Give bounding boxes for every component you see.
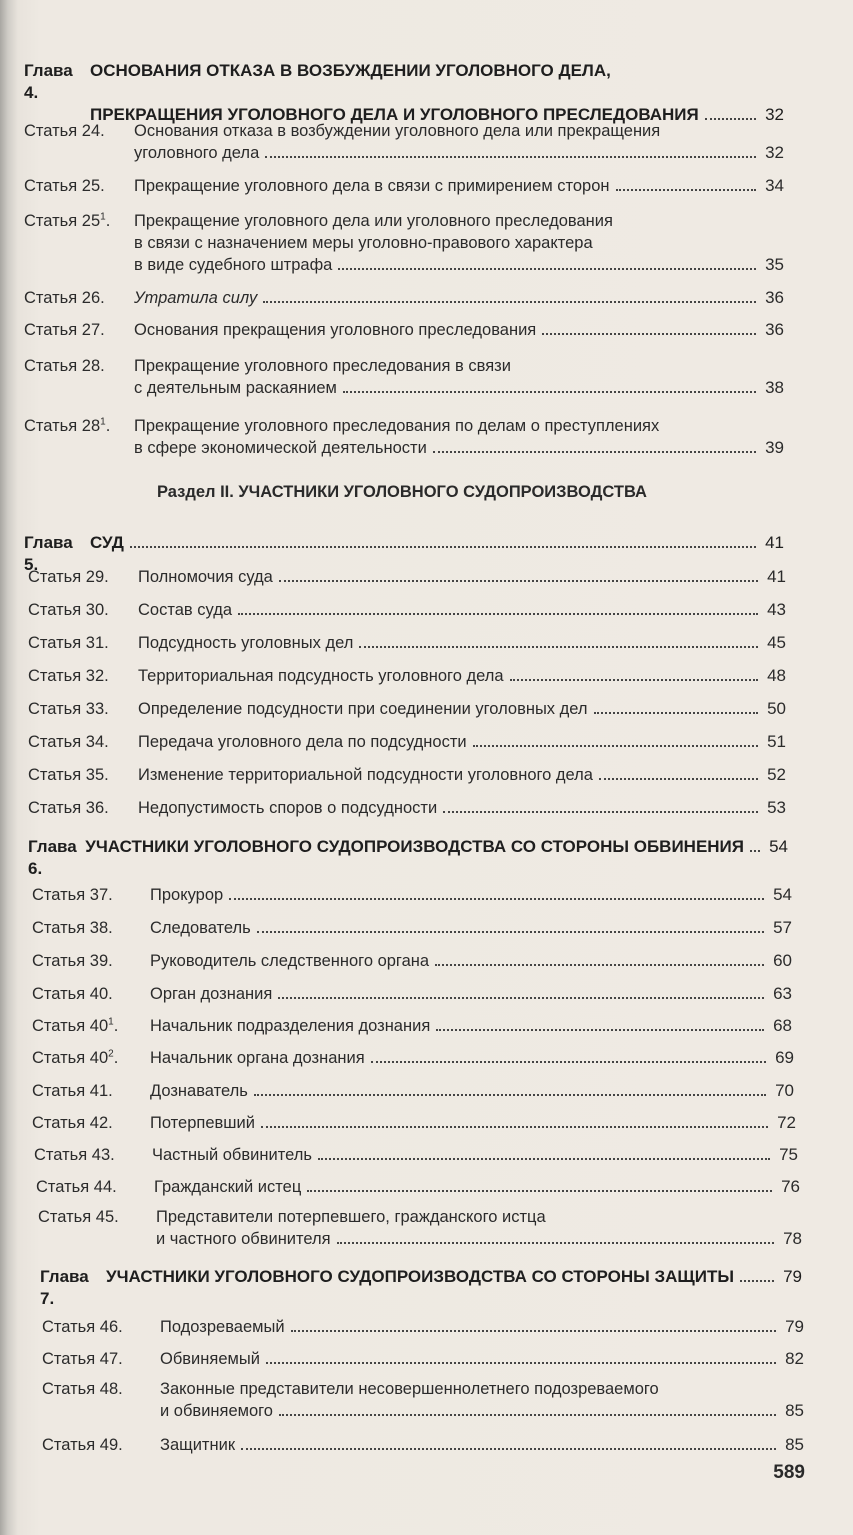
page-ref: 41 [765, 533, 784, 552]
article-number: Статья 47. [42, 1350, 123, 1368]
leader-dots [229, 898, 764, 900]
article-title: Подозреваемый [160, 1318, 285, 1336]
article-title: Полномочия суда [138, 568, 273, 586]
article-title: Территориальная подсудность уголовного дела [138, 667, 504, 685]
leader-dots [338, 268, 756, 270]
article-number: Статья 38. [32, 919, 113, 937]
article-title: Законные представители несовершеннолетнего подозреваемого [160, 1380, 659, 1398]
page-ref: 52 [767, 765, 786, 784]
chapter-title: СУД [90, 533, 124, 552]
leader-dots [371, 1061, 766, 1063]
section-heading: Раздел II. УЧАСТНИКИ УГОЛОВНОГО СУДОПРОИЗВОДСТВА [157, 483, 647, 501]
chapter-title: УЧАСТНИКИ УГОЛОВНОГО СУДОПРОИЗВОДСТВА СО СТОРОНЫ ЗАЩИТЫ [106, 1267, 734, 1286]
article-number: Статья 25. [24, 177, 105, 195]
article-number: Статья 43. [34, 1146, 115, 1164]
leader-dots [265, 156, 756, 158]
article-title-cont: в связи с назначением меры уголовно-правового характера [134, 234, 593, 252]
article-number: Статья 31. [28, 634, 109, 652]
toc-entry-48 [42, 1378, 804, 1422]
leader-dots [443, 811, 758, 813]
page-ref: 57 [773, 918, 792, 937]
chapter-title-cont: ПРЕКРАЩЕНИЯ УГОЛОВНОГО ДЕЛА И УГОЛОВНОГО ПРЕСЛЕДОВАНИЯ [90, 105, 699, 124]
page-ref: 70 [775, 1081, 794, 1100]
article-title: Определение подсудности при соединении уголовных дел [138, 700, 588, 718]
article-number: Статья 28. [24, 357, 105, 375]
article-title: Начальник органа дознания [150, 1049, 365, 1067]
article-title: Обвиняемый [160, 1350, 260, 1368]
toc-entry-38 [32, 917, 792, 939]
page-ref: 72 [777, 1113, 796, 1132]
chapter-label: Глава 5. [24, 533, 73, 574]
article-number: Статья $25^1$. [24, 211, 111, 230]
chapter-title: УЧАСТНИКИ УГОЛОВНОГО СУДОПРОИЗВОДСТВА СО СТОРОНЫ ОБВИНЕНИЯ [85, 837, 744, 856]
chapter-4-heading [24, 60, 784, 126]
article-number: Статья 37. [32, 886, 113, 904]
article-number-text: Статья 28 [24, 417, 101, 435]
leader-dots [263, 301, 756, 303]
leader-dots [337, 1242, 774, 1244]
article-title: Состав суда [138, 601, 232, 619]
article-number: Статья 39. [32, 952, 113, 970]
article-title: Прокурор [150, 886, 224, 904]
toc-entry-44 [36, 1176, 800, 1198]
page-ref: 45 [767, 633, 786, 652]
article-title: Представители потерпевшего, гражданского истца [156, 1208, 546, 1226]
toc-entry-37 [32, 884, 792, 906]
page-ref: 75 [779, 1145, 798, 1164]
article-title: Прекращение уголовного преследования в связи [134, 357, 511, 375]
page-ref: 54 [769, 837, 788, 856]
article-number: Статья 33. [28, 700, 109, 718]
page-ref: 43 [767, 600, 786, 619]
article-title: Прекращение уголовного дела в связи с примирением сторон [134, 177, 610, 195]
article-title: Потерпевший [150, 1114, 255, 1132]
leader-dots [130, 546, 756, 548]
toc-entry-40-2 [32, 1047, 794, 1069]
toc-entry-45 [38, 1206, 802, 1250]
article-number: Статья 45. [38, 1208, 119, 1226]
article-number: Статья 26. [24, 289, 105, 307]
toc-entry-28-1 [24, 415, 784, 459]
page-ref: 38 [765, 378, 784, 397]
page-ref: 76 [781, 1177, 800, 1196]
article-title-cont: в виде судебного штрафа [134, 256, 333, 274]
leader-dots [343, 391, 756, 393]
article-superscript: 2 [108, 1048, 114, 1060]
leader-dots [510, 679, 758, 681]
article-number: Статья $40^1$. [32, 1016, 119, 1035]
page-ref: 78 [783, 1229, 802, 1248]
toc-entry-47 [42, 1348, 804, 1370]
toc-entry-49 [42, 1434, 804, 1456]
leader-dots [266, 1362, 776, 1364]
article-title: Дознаватель [150, 1082, 248, 1100]
toc-entry-31 [28, 632, 786, 654]
article-title: Основания прекращения уголовного преследования [134, 321, 537, 339]
page-ref: 39 [765, 438, 784, 457]
page-ref: 53 [767, 798, 786, 817]
leader-dots [359, 646, 758, 648]
leader-dots [238, 613, 758, 615]
article-title: Основания отказа в возбуждении уголовного дела или прекращения [134, 122, 661, 140]
article-title: Недопустимость споров о подсудности [138, 799, 438, 817]
article-superscript: 1 [100, 211, 106, 223]
leader-dots [261, 1126, 768, 1128]
article-number: Статья 36. [28, 799, 109, 817]
article-number-text: Статья 25 [24, 212, 101, 230]
article-number: Статья 44. [36, 1178, 117, 1196]
leader-dots [279, 1414, 776, 1416]
article-title: Изменение территориальной подсудности уголовного дела [138, 766, 593, 784]
leader-dots [435, 964, 764, 966]
article-number: Статья 35. [28, 766, 109, 784]
page-ref: 36 [765, 288, 784, 307]
page-ref: 69 [775, 1048, 794, 1067]
chapter-7-heading [40, 1266, 802, 1310]
toc-entry-32 [28, 665, 786, 687]
toc-entry-30 [28, 599, 786, 621]
page-ref: 54 [773, 885, 792, 904]
leader-dots [473, 745, 758, 747]
page-ref: 85 [785, 1435, 804, 1454]
article-number: Статья 40. [32, 985, 113, 1003]
article-title: Руководитель следственного органа [150, 952, 430, 970]
leader-dots [254, 1094, 766, 1096]
page-ref: 60 [773, 951, 792, 970]
article-title: Подсудность уголовных дел [138, 634, 354, 652]
leader-dots [750, 850, 760, 852]
article-number: Статья 48. [42, 1380, 123, 1398]
toc-entry-34 [28, 731, 786, 753]
article-number: Статья 24. [24, 122, 105, 140]
article-title: Частный обвинитель [152, 1146, 312, 1164]
toc-entry-27 [24, 319, 784, 341]
page-ref: 51 [767, 732, 786, 751]
article-title: Передача уголовного дела по подсудности [138, 733, 467, 751]
article-title-cont: уголовного дела [134, 144, 260, 162]
toc-entry-25-1 [24, 210, 784, 276]
article-number: Статья $28^1$. [24, 416, 111, 435]
chapter-title: ОСНОВАНИЯ ОТКАЗА В ВОЗБУЖДЕНИИ УГОЛОВНОГО ДЕЛА, [90, 61, 611, 80]
leader-dots [594, 712, 758, 714]
article-title: Прекращение уголовного дела или уголовного преследования [134, 212, 613, 230]
page-ref: 35 [765, 255, 784, 274]
article-title: Гражданский истец [154, 1178, 302, 1196]
page-ref: 50 [767, 699, 786, 718]
toc-entry-40 [32, 983, 792, 1005]
article-title-cont: с деятельным раскаянием [134, 379, 337, 397]
toc-entry-29 [28, 566, 786, 588]
toc-entry-42 [32, 1112, 796, 1134]
page-ref: 68 [773, 1016, 792, 1035]
leader-dots [740, 1280, 774, 1282]
leader-dots [436, 1029, 764, 1031]
article-superscript: 1 [108, 1016, 114, 1028]
page-ref: 85 [785, 1401, 804, 1420]
page-ref: 41 [767, 567, 786, 586]
article-title: Защитник [160, 1436, 236, 1454]
article-title: Следователь [150, 919, 251, 937]
article-number: Статья 34. [28, 733, 109, 751]
page-ref: 82 [785, 1349, 804, 1368]
article-title: Начальник подразделения дознания [150, 1017, 431, 1035]
article-title: Орган дознания [150, 985, 273, 1003]
page-ref: 48 [767, 666, 786, 685]
article-title-cont: в сфере экономической деятельности [134, 439, 427, 457]
leader-dots [433, 451, 756, 453]
chapter-6-heading [28, 836, 788, 880]
leader-dots [257, 931, 764, 933]
toc-entry-28 [24, 355, 784, 399]
article-title: Утратила силу [134, 289, 258, 307]
page-ref: 34 [765, 176, 784, 195]
toc-entry-46 [42, 1316, 804, 1338]
page-ref: 79 [785, 1317, 804, 1336]
article-number: Статья 42. [32, 1114, 113, 1132]
toc-entry-24 [24, 120, 784, 164]
chapter-label: Глава 6. [28, 837, 77, 878]
page-ref: 32 [765, 105, 784, 124]
toc-entry-35 [28, 764, 786, 786]
article-number: Статья 27. [24, 321, 105, 339]
toc-entry-25 [24, 175, 784, 197]
article-number: Статья 46. [42, 1318, 123, 1336]
chapter-label: Глава 7. [40, 1267, 89, 1308]
page-ref: 32 [765, 143, 784, 162]
page-ref: 63 [773, 984, 792, 1003]
leader-dots [307, 1190, 772, 1192]
toc-entry-40-1 [32, 1015, 792, 1037]
article-title: Прекращение уголовного преследования по делам о преступлениях [134, 417, 660, 435]
article-number: Статья 41. [32, 1082, 113, 1100]
toc-entry-43 [34, 1144, 798, 1166]
chapter-label: Глава 4. [24, 61, 73, 102]
toc-entry-26 [24, 287, 784, 309]
leader-dots [279, 580, 758, 582]
article-number-text: Статья 40 [32, 1049, 109, 1067]
article-superscript: 1 [100, 416, 106, 428]
toc-entry-33 [28, 698, 786, 720]
leader-dots [278, 997, 764, 999]
toc-entry-39 [32, 950, 792, 972]
article-title-cont: и обвиняемого [160, 1402, 273, 1420]
toc-entry-36 [28, 797, 786, 819]
article-number: Статья 49. [42, 1436, 123, 1454]
article-number: Статья $40^2$. [32, 1048, 119, 1067]
leader-dots [318, 1158, 770, 1160]
article-title-cont: и частного обвинителя [156, 1230, 331, 1248]
leader-dots [241, 1448, 776, 1450]
leader-dots [599, 778, 758, 780]
leader-dots [542, 333, 756, 335]
article-number: Статья 29. [28, 568, 109, 586]
toc-entry-41 [32, 1080, 794, 1102]
article-number: Статья 32. [28, 667, 109, 685]
page-ref: 36 [765, 320, 784, 339]
page-number: 589 [773, 1462, 805, 1483]
article-number-text: Статья 40 [32, 1017, 109, 1035]
leader-dots [616, 189, 756, 191]
article-number: Статья 30. [28, 601, 109, 619]
leader-dots [291, 1330, 776, 1332]
page-ref: 79 [783, 1267, 802, 1286]
